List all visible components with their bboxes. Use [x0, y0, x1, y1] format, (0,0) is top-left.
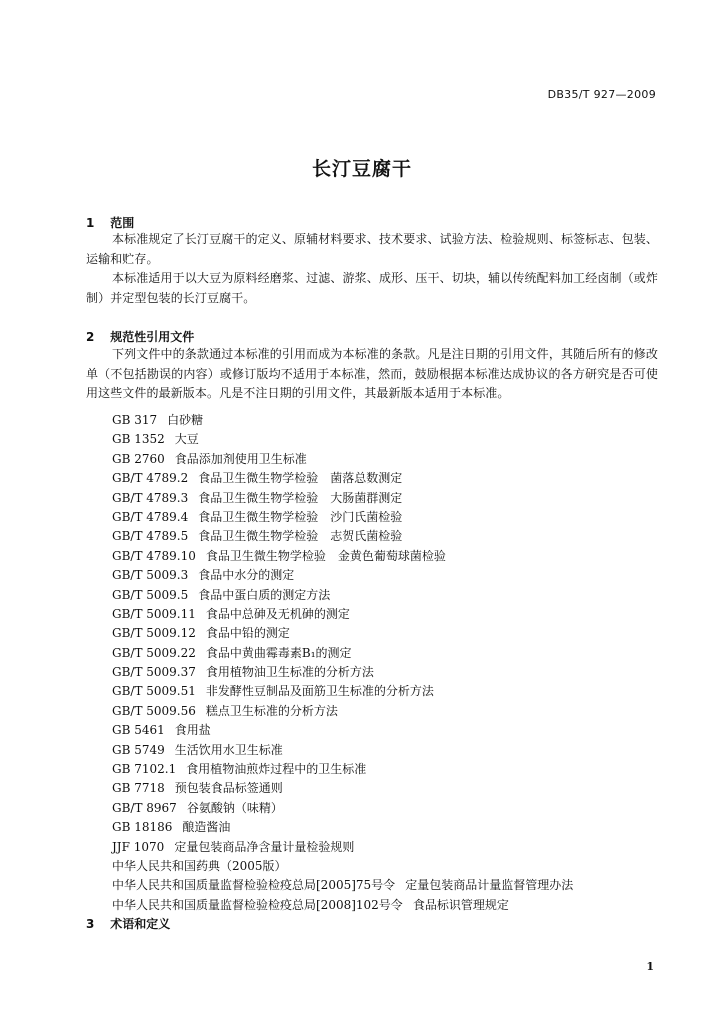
reference-code: GB 2760	[112, 451, 165, 466]
reference-code: GB/T 8967	[112, 800, 177, 815]
reference-title: 食用植物油卫生标准的分析方法	[205, 665, 374, 680]
reference-list	[112, 411, 573, 915]
reference-title: 糕点卫生标准的分析方法	[205, 703, 338, 718]
reference-title: 食品中铅的测定	[205, 626, 290, 641]
reference-item	[112, 566, 573, 585]
reference-code: GB 5749	[112, 742, 165, 757]
reference-item	[112, 644, 573, 663]
reference-code: GB 7718	[112, 781, 165, 796]
reference-title: 定量包装商品计量监督管理办法	[405, 878, 574, 893]
document-title: 长汀豆腐干	[311, 158, 412, 180]
reference-title: 食品标识管理规定	[412, 897, 509, 912]
reference-code: GB/T 4789.4	[112, 509, 189, 524]
section-title: 规范性引用文件	[110, 330, 195, 344]
section-number: 2	[86, 330, 95, 344]
scope-paragraph-1: 本标准规定了长汀豆腐干的定义、原辅材料要求、技术要求、试验方法、检验规则、标签标志、包装、运输和贮存。	[86, 232, 658, 266]
reference-title: 食品中黄曲霉毒素B₁的测定	[205, 645, 352, 660]
reference-title: 酿造酱油	[182, 820, 231, 835]
reference-code: GB/T 5009.51	[112, 684, 196, 699]
reference-code: GB/T 5009.37	[112, 665, 196, 680]
reference-title: 预包装食品标签通则	[174, 781, 283, 796]
reference-title: 食品中总砷及无机砷的测定	[205, 606, 350, 621]
reference-code: GB 317	[112, 413, 158, 427]
section-heading-scope	[86, 214, 134, 231]
reference-title: 大豆	[174, 432, 199, 447]
reference-code: GB/T 5009.12	[112, 626, 196, 641]
reference-code: 中华人民共和国质量监督检验检疫总局[2008]102号令	[112, 897, 403, 912]
reference-item	[112, 682, 573, 701]
reference-code: GB/T 4789.2	[112, 471, 189, 486]
section-number: 1	[86, 216, 95, 230]
reference-title: 食品中水分的测定	[198, 568, 295, 583]
scope-paragraph-2: 本标准适用于以大豆为原料经磨浆、过滤、游浆、成形、压干、切块，辅以传统配料加工经卤制（或炸制）并定型包装的长汀豆腐干。	[86, 271, 658, 305]
reference-title: 食品卫生微生物学检验 志贺氏菌检验	[198, 529, 403, 544]
section-title: 范围	[110, 216, 135, 230]
reference-code: GB 5461	[112, 723, 165, 738]
reference-title: 白砂糖	[167, 413, 204, 427]
reference-item	[112, 779, 573, 798]
reference-title: 食品卫生微生物学检验 金黄色葡萄球菌检验	[205, 548, 446, 563]
reference-item	[112, 624, 573, 643]
reference-item	[112, 489, 573, 508]
reference-item	[112, 663, 573, 682]
reference-title: 中华人民共和国药典（2005版）	[112, 858, 287, 873]
reference-item	[112, 469, 573, 488]
reference-item	[112, 721, 573, 740]
reference-code: GB/T 4789.5	[112, 529, 189, 544]
reference-title: 定量包装商品净含量计量检验规则	[174, 839, 355, 854]
reference-code: GB/T 5009.11	[112, 606, 196, 621]
reference-item	[112, 857, 573, 876]
section-heading-normative-references	[86, 328, 194, 345]
reference-item	[112, 605, 573, 624]
reference-item	[112, 430, 573, 449]
reference-item	[112, 508, 573, 527]
reference-item	[112, 702, 573, 721]
references-intro: 下列文件中的条款通过本标准的引用而成为本标准的条款。凡是注日期的引用文件，其随后所有的修改单（不包括勘误的内容）或修订版均不适用于本标准，然而，鼓励根据本标准达成协议的各方研究是否可使用这些文件的最新版本。凡是不注日期的引用文件，其最新版本适用于本标准。	[86, 347, 658, 400]
reference-code: GB/T 5009.3	[112, 568, 189, 583]
reference-title: 食用植物油煎炸过程中的卫生标准	[186, 762, 367, 777]
reference-item	[112, 527, 573, 546]
reference-code: GB/T 4789.3	[112, 490, 189, 505]
reference-title: 食品卫生微生物学检验 大肠菌群测定	[198, 490, 403, 505]
section-title: 术语和定义	[110, 917, 171, 931]
reference-item	[112, 838, 573, 857]
reference-item	[112, 411, 573, 430]
reference-code: GB/T 5009.22	[112, 645, 196, 660]
reference-code: GB 7102.1	[112, 762, 177, 777]
reference-title: 食品添加剂使用卫生标准	[174, 451, 307, 466]
reference-code: GB/T 4789.10	[112, 548, 196, 563]
reference-title: 食品卫生微生物学检验 菌落总数测定	[198, 471, 403, 486]
reference-title: 谷氨酸钠（味精）	[186, 800, 283, 815]
reference-title: 生活饮用水卫生标准	[174, 742, 283, 757]
reference-code: JJF 1070	[112, 839, 165, 854]
reference-item	[112, 760, 573, 779]
reference-item	[112, 876, 573, 895]
reference-title: 食用盐	[174, 723, 211, 738]
reference-code: GB 1352	[112, 432, 165, 447]
reference-code: GB 18186	[112, 820, 173, 835]
reference-code: GB/T 5009.56	[112, 703, 196, 718]
reference-item	[112, 741, 573, 760]
reference-code: 中华人民共和国质量监督检验检疫总局[2005]75号令	[112, 878, 396, 893]
reference-title: 食品中蛋白质的测定方法	[198, 587, 331, 602]
reference-title: 非发酵性豆制品及面筋卫生标准的分析方法	[205, 684, 434, 699]
reference-item	[112, 896, 573, 915]
reference-item	[112, 586, 573, 605]
reference-item	[112, 818, 573, 837]
reference-item	[112, 799, 573, 818]
section-heading-terms	[86, 915, 170, 932]
reference-item	[112, 450, 573, 469]
reference-code: GB/T 5009.5	[112, 587, 189, 602]
reference-item	[112, 547, 573, 566]
section-number: 3	[86, 917, 95, 931]
page-number: 1	[646, 960, 654, 973]
reference-title: 食品卫生微生物学检验 沙门氏菌检验	[198, 509, 403, 524]
standard-code: DB35/T 927—2009	[547, 88, 656, 101]
